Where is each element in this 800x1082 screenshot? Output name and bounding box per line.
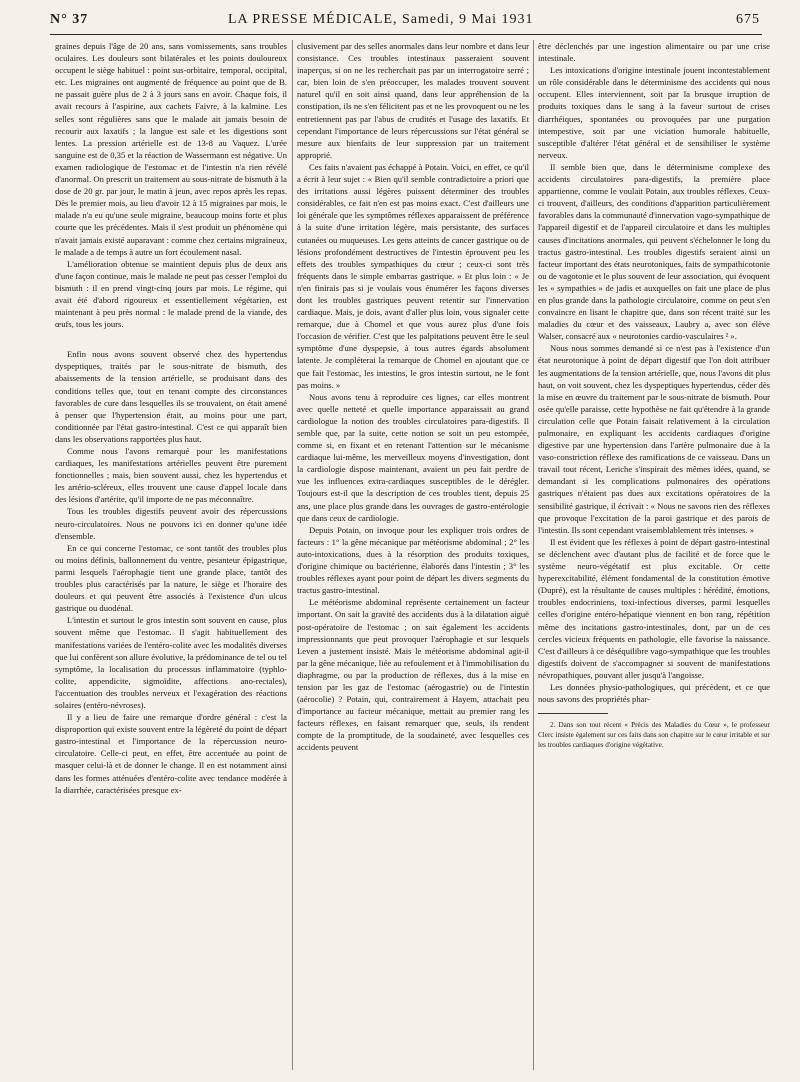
paragraph: clusivement par des selles anormales dans leur nombre et dans leur consistance. Ces troubles intestinaux passeraient souvent inaperçus, si on ne les recherchait pas par un interrogatoire serré ; car, bien loin de s'en préoccuper, les malades trouvent souvent naturel qu'il en soit ainsi quand, dans leur appréhension de la constipation, ils ne s'en félicitent pas et ne les provoquent ou ne les entretiennent pas par l'abus de crudités et l'usage des laxatifs. Et cependant l'importance de leurs répercussions sur l'état général se mesure aux bienfaits de leur suppression par un traitement approprié. bbox=[297, 41, 529, 160]
paragraph: Nous avons tenu à reproduire ces lignes, car elles montrent avec quelle netteté et quelle importance apparaissait au grand cardiologue la notion des troubles circulatoires para-digestifs. Il semble que, par la suite, cette notion se soit un peu estompée, comme si, en fixant et en retenant l'attention sur le mécanisme cardiaque lui-même, les merveilleux moyens d'investigation, dont la cardiologie dispose maintenant, avaient un peu fait perdre de vue les influences extra-cardiaques susceptibles de le dérégler. Toujours est-il que la description de ces troubles tient, depuis 25 ans, une place plus grande dans les ouvrages de gastro-entérologie que dans ceux de cardiologie. bbox=[297, 391, 529, 523]
paragraph: Tous les troubles digestifs peuvent avoir des répercussions neuro-circulatoires. Nous ne pouvons ici en donner qu'une idée d'ensemble. bbox=[55, 506, 287, 541]
header-rule bbox=[50, 34, 762, 35]
section-gap bbox=[55, 330, 287, 348]
paragraph: Comme nous l'avons remarqué pour les manifestations cardiaques, les manifestations artérielles peuvent être purement fonctionnelles ; mais, bien souvent aussi, chez les hypertendus et les artério-scléreux, elles trouvent une cause d'appel locale dans des lésions d'artérite, qu'il importe de ne pas méconnaître. bbox=[55, 446, 287, 505]
paragraph: Il est évident que les réflexes à point de départ gastro-intestinal se déclenchent avec d'autant plus de facilité et de force que le système neuro-végétatif est plus excitable. Or cette hyperexcitabilité, élément fondamental de la constitution émotive (Dupré), est la résultante de causes multiples : hérédité, émotions, troubles endocriniens, toxi-infectious diverses, parmi lesquelles celles d'origine entéro-hépatique viennent en bon rang, répétition même des incitations gastro-intestinales, dont, par un de ces cercles vicieux fréquents en pathologie, elle favorise la naissance. C'est d'ailleurs à ce déséquilibre vago-sympathique que les troubles digestifs doivent de s'accompagner si souvent de manifestations névropathiques, pouvant aller jusqu'à l'angoisse. bbox=[538, 536, 770, 680]
column-1 bbox=[55, 40, 287, 1072]
paragraph: L'intestin et surtout le gros intestin sont souvent en cause, plus souvent même que l'estomac. Il s'agit habituellement des manifestations variées de l'entéro-colite avec les modalités diverses que lui confèrent son allure évolutive, la prédominance de tel ou tel symptôme, la localisation du processus inflammatoire (typhlo-colite, appendicite, sigmoïdite, affections ano-rectales), l'accentuation des troubles nerveux et l'exagération des réactions solaires (entéro-névroses). bbox=[55, 615, 287, 710]
paragraph: Il y a lieu de faire une remarque d'ordre général : c'est la disproportion qui existe souvent entre la légèreté du point de départ gastro-intestinal et l'importance de la répercussion neuro-circulatoire. Celle-ci peut, en effet, être accentuée au point de masquer celui-là et de donner le change. Il en est notamment ainsi dans les formes atténuées d'entéro-colite avec tendance modérée à la diarrhée, caractérisées presque ex- bbox=[55, 712, 287, 795]
paragraph: Les intoxications d'origine intestinale jouent incontestablement un rôle considérable dans le déterminisme des accidents qui nous occupent. Elles interviennent, soit par la brusque irruption de produits toxiques dans le sang à la faveur surtout de crises diarrhéiques, spontanées ou provoquées par une purgation intempestive, soit par une viciation humorale habituelle, susceptible d'altérer l'état général et de sensibiliser le système nerveux. bbox=[538, 65, 770, 160]
paragraph: En ce qui concerne l'estomac, ce sont tantôt des troubles plus ou moins définis, ballonnement du ventre, pesanteur épigastrique, parmi lesquels l'aérophagie tient une grande place, tantôt des troubles plus caractérisés par la nature, le siège et l'horaire des douleurs et qui peuvent être associés à l'existence d'un ulcus gastrique ou duodénal. bbox=[55, 542, 287, 614]
page-header bbox=[50, 12, 760, 32]
paragraph: Ces faits n'avaient pas échappé à Potain. Voici, en effet, ce qu'il a écrit à leur sujet : « Bien qu'il semble contradictoire a priori que des irritations aussi légères puissent déterminer des troubles considérables, ce fait n'en est pas moins exact. C'est d'ailleurs une loi générale que les symptômes réflexes apparaissent de préférence à la suite d'une irritation légère, mais persistante, des surfaces cutanées ou muqueuses. Les gens atteints de cancer gastrique ou de lésions profondément destructives de l'intestin éprouvent peu les effets des troubles sympathiques du cœur ; ceux-ci sont très fréquents dans le simple embarras gastrique. » Et plus loin : « Je n'en finirais pas si je voulais vous énumérer les façons diverses dont les troubles gastriques peuvent retentir sur l'innervation cardiaque. Mais, je dois, avant d'aller plus loin, vous signaler cette remarque, due à Chomel et que vous aurez plus d'une fois l'occasion de vérifier. C'est que les palpitations peuvent être le seul symptôme d'une dyspepsie, à tous autres égards absolument latente. Je compléterai la remarque de Chomel en ajoutant que ce que fait l'estomac, les intestins, le gros intestin surtout, ne le font pas moins. » bbox=[297, 161, 529, 390]
paragraph: être déclenchés par une ingestion alimentaire ou par une crise intestinale. bbox=[538, 41, 770, 64]
column-3 bbox=[538, 40, 770, 1072]
paragraph: L'amélioration obtenue se maintient depuis plus de deux ans d'une façon continue, mais le malade ne peut pas cesser l'emploi du bismuth : il en prend vingt-cinq jours par mois. Le régime, qui avait été d'abord rigoureux et essentiellement végétarien, est maintenant à peu près normal : le malade prend de la viande, des œufs, tous les jours. bbox=[55, 258, 287, 330]
paragraph: Le météorisme abdominal représente certainement un facteur important. On sait la gravité des accidents dus à la dilatation aiguë post-opératoire de l'estomac ; on sait également les accidents impressionnants que peut provoquer l'aérophagie et sur lesquels Leven a justement insisté. Mais le météorisme abdominal agit-il par la gêne mécanique, liée au refoulement et à l'immobilisation du diaphragme, ou par la production de réflexes, dus à la mise en tension par les gaz de l'estomac (aérogastrie) ou de l'intestin (aérocolie) ? Potain, qui, contrairement à Hayem, attachait peu d'importance au facteur mécanique, mettait au premier rang les facteurs réflexes, en faisant remarquer que, seuls, ils rendent compte de la promptitude, de la soudaineté, avec lesquelles ces accidents peuvent bbox=[297, 597, 529, 753]
column-2 bbox=[297, 40, 529, 1072]
page-number: 675 bbox=[736, 12, 760, 27]
footnote: 2. Dans son tout récent « Précis des Maladies du Cœur », le professeur Clerc insiste également sur ces faits dans son chapitre sur le cœur irritable et sur les troubles cardiaques d'origine végétative. bbox=[538, 721, 770, 750]
paragraph: Enfin nous avons souvent observé chez des hypertendus dyspeptiques, traités par le sous-nitrate de bismuth, des abaissements de la tension artérielle, se produisant dans des conditions telles que, tout en tenant compte des circonstances favorables de cure dans lesquelles ils se trouvaient, on était amené à penser que l'hypertension était, au moins pour une part, conditionnée par l'état gastro-intestinal. C'est ce qui apparaît bien dans les observations rapportées plus haut. bbox=[55, 349, 287, 444]
column-divider bbox=[292, 40, 293, 1070]
paragraph: graines depuis l'âge de 20 ans, sans vomissements, sans troubles oculaires. Les douleurs sont bilatérales et les points douloureux occupent le siège habituel : point sus-orbitaire, temporal, occipital, etc. Les migraines ont augmenté de fréquence au point que de B. ne passait guère plus de 2 à 3 jours sans en avoir. Chaque fois, il avait recours à l'aspirine, aux cachets Faivre, à la kalmine. Les selles sont régulières sans que le malade ait jamais besoin de recourir aux laxatifs ; la langue est sale et les digestions sont lentes. La pression artérielle est de 13-8 au Vaquez. L'urée sanguine est de 0,35 et la réaction de Wassermann est négative. Un examen radiologique de l'estomac et de l'intestin n'a rien révélé d'anormal. On prescrit un traitement au sous-nitrate de bismuth à la dose de 20 gr. par jour, le matin à jeun, avec repos après les repas. Dès le premier mois, au lieu d'avoir 12 à 15 migraines par mois, le malade n'a eu qu'une seule migraine, beaucoup moins forte et plus courte que les précédentes. Mais il s'est produit un phénomène qui n'avait jamais existé auparavant : comme chez certains migraineux, le malade a de temps à autre un fort écoulement nasal. bbox=[55, 41, 287, 257]
paragraph: Depuis Potain, on invoque pour les expliquer trois ordres de facteurs : 1° la gêne mécanique par météorisme abdominal ; 2° les auto-intoxications, dues à la résorption des produits toxiques, d'origine chimique ou bactérienne, élaborés dans l'intestin ; 3° les troubles réflexes ayant pour point de départ les divers segments du tractus gastro-intestinal. bbox=[297, 524, 529, 596]
paragraph: Nous nous sommes demandé si ce n'est pas à l'existence d'un état neurotonique à point de départ digestif que l'on doit attribuer les augmentations de la tension artérielle, que, nous l'avons dit plus haut, on voit souvent, chez les dyspeptiques hypertendus, céder dès la mise en œuvre du traitement par le sous-nitrate de bismuth. Pour osée qu'elle paraisse, cette hypothèse ne fait qu'étendre à la grande circulation celle que Potain faisait relativement à la circulation pulmonaire, en expliquant les accidents cardiaques d'origine digestive par une hypertension dans l'artère pulmonaire due à la vaso-constriction réflexe des ramifications de ce vaisseau. Dans un travail tout récent, Leriche s'inspirait des mêmes idées, quand, se demandant si les complications pulmonaires des opérations gastriques n'étaient pas dues aux excitations opératoires de la sensibilité gastrique, il écrivait : « Nous ne savons rien des réflexes que provoque l'excitation de la paroi gastrique et des parois de l'intestin. Ils sont cependant vraisemblablement très intenses. » bbox=[538, 343, 770, 535]
column-divider bbox=[533, 40, 534, 1070]
publication-title: LA PRESSE MÉDICALE, Samedi, 9 Mai 1931 bbox=[228, 12, 534, 27]
footnote-rule bbox=[538, 713, 608, 714]
paragraph: Il semble bien que, dans le déterminisme complexe des accidents circulatoires para-digestifs, la première place appartienne, comme le voulait Potain, aux troubles réflexes. Ceux-ci trouvent, d'ailleurs, des conditions d'apparition particulièrement favorables dans la communauté d'innervation vago-sympathique de l'appareil digestif et de l'appareil circulatoire et dans les multiples causes d'incitations anormales, qui peuvent s'échelonner le long du tractus gastro-intestinal. Les troubles digestifs seraient ainsi un facteur important des états neurotoniques, faits de sympathicotonie ou de vagotonie et le plus souvent de leur association, qui évoquent les « sympathies » de jadis et auxquelles on fait une place de plus en plus grande dans la pathologie circulatoire, comme on peut s'en convaincre en lisant le chapitre que, dans son récent traité sur les maladies du cœur et des vaisseaux, Laubry a, avec son élève Walser, consacré aux « neurotonies cardio-vasculaires ² ». bbox=[538, 161, 770, 342]
paragraph: Les données physio-pathologiques, qui précèdent, et ce que nous savons des propriétés phar- bbox=[538, 681, 770, 705]
issue-number: N° 37 bbox=[50, 12, 89, 27]
